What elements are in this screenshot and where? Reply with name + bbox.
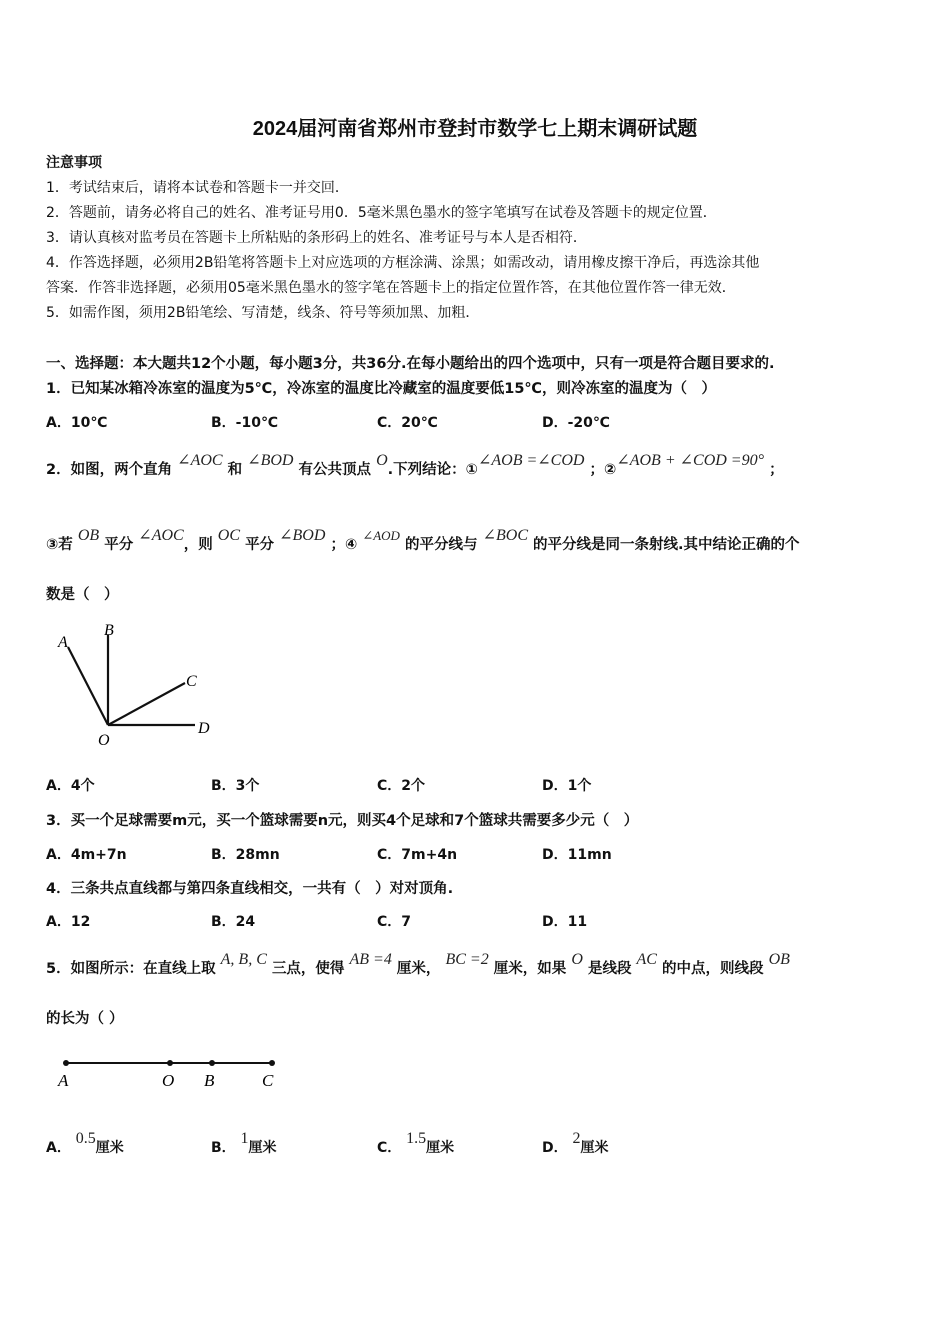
point-label-o: O bbox=[162, 1071, 175, 1090]
q2-option-a[interactable]: A．4个 bbox=[46, 778, 95, 794]
q2-text: ③若 bbox=[46, 537, 73, 553]
q2-text: ；④ bbox=[330, 537, 358, 553]
note-3: 3．请认真核对监考员在答题卡上所粘贴的条形码上的姓名、准考证号与本人是否相符． bbox=[46, 230, 587, 246]
q5-text: 厘米，如果 bbox=[493, 961, 567, 977]
q5-text: 厘米， bbox=[396, 961, 441, 977]
q5-math-o: O bbox=[571, 951, 583, 968]
point-label-b: B bbox=[204, 1071, 215, 1090]
option-unit: 厘米 bbox=[248, 1140, 277, 1156]
point-c bbox=[269, 1060, 275, 1066]
q2-math-aoc2: ∠AOC bbox=[138, 527, 184, 544]
q1-stem: 1．已知某冰箱冷冻室的温度为5℃，冷冻室的温度比冷藏室的温度要低15℃，则冷冻室的温度为（ ） bbox=[46, 381, 716, 397]
point-o bbox=[167, 1060, 173, 1066]
q2-text: 的平分线是同一条射线.其中结论正确的个 bbox=[533, 537, 800, 553]
option-label: D． bbox=[542, 1140, 568, 1156]
note-1: 1．考试结束后，请将本试卷和答题卡一并交回． bbox=[46, 180, 349, 196]
q2-math-ob: OB bbox=[77, 527, 100, 544]
option-value: 0.5 bbox=[75, 1130, 96, 1147]
q2-text: 平分 bbox=[245, 537, 275, 553]
q2-option-d[interactable]: D．1个 bbox=[542, 778, 592, 794]
q2-conclusion-1: ∠AOB =∠COD bbox=[477, 452, 585, 469]
q5-math-bc: BC =2 bbox=[445, 951, 489, 968]
point-label-c: C bbox=[186, 673, 197, 690]
option-value: 2 bbox=[572, 1130, 581, 1147]
ray-oa bbox=[68, 647, 108, 725]
q5-option-b[interactable] bbox=[211, 1130, 277, 1157]
q2-text: .下列结论：① bbox=[387, 462, 478, 478]
note-4a: 4．作答选择题，必须用2B铅笔将答题卡上对应选项的方框涂满、涂黑；如需改动，请用橡皮擦干净后，再选涂其他 bbox=[46, 255, 760, 271]
option-unit: 厘米 bbox=[95, 1140, 124, 1156]
q5-option-c[interactable] bbox=[377, 1130, 455, 1157]
q4-option-d[interactable]: D．11 bbox=[542, 914, 588, 930]
q2-text: 的平分线与 bbox=[405, 537, 478, 553]
note-5: 5．如需作图，须用2B铅笔绘、写清楚，线条、符号等须加黑、加粗． bbox=[46, 305, 480, 321]
q2-conclusion-2: ∠AOB + ∠COD =90° bbox=[616, 452, 764, 469]
point-label-c: C bbox=[262, 1071, 274, 1090]
q5-line-figure bbox=[50, 1050, 290, 1095]
option-label: A． bbox=[46, 1140, 71, 1156]
q2-text: 平分 bbox=[104, 537, 134, 553]
q1-option-b[interactable]: B．-10℃ bbox=[211, 415, 278, 431]
q4-option-a[interactable]: A．12 bbox=[46, 914, 91, 930]
page-title: 2024届河南省郑州市登封市数学七上期末调研试题 bbox=[252, 118, 698, 140]
q5-option-d[interactable] bbox=[542, 1130, 609, 1157]
option-unit: 厘米 bbox=[580, 1140, 609, 1156]
q2-option-c[interactable]: C．2个 bbox=[377, 778, 426, 794]
q4-option-b[interactable]: B．24 bbox=[211, 914, 256, 930]
point-label-a: A bbox=[58, 634, 68, 651]
q5-line1 bbox=[46, 951, 790, 978]
point-a bbox=[63, 1060, 69, 1066]
option-label: B． bbox=[211, 1140, 236, 1156]
q2-math-bod2: ∠BOD bbox=[279, 527, 326, 544]
q5-text: 5．如图所示：在直线上取 bbox=[46, 961, 216, 977]
q4-option-c[interactable]: C．7 bbox=[377, 914, 412, 930]
q5-math-ob: OB bbox=[768, 951, 790, 968]
q2-math-oc: OC bbox=[217, 527, 240, 544]
q5-text: 三点，使得 bbox=[271, 961, 345, 977]
q3-option-b[interactable]: B．28mn bbox=[211, 847, 280, 863]
q5-math-ac: AC bbox=[636, 951, 657, 968]
ray-oc bbox=[108, 683, 185, 725]
q2-math-aod: ∠AOD bbox=[362, 528, 400, 543]
option-value: 1.5 bbox=[406, 1130, 427, 1147]
option-value: 1 bbox=[240, 1130, 249, 1147]
notes-heading: 注意事项 bbox=[46, 155, 102, 171]
q4-stem: 4．三条共点直线都与第四条直线相交，一共有（ ）对对顶角. bbox=[46, 881, 454, 897]
q5-text: 是线段 bbox=[587, 961, 632, 977]
section-heading: 一、选择题：本大题共12个小题，每小题3分，共36分.在每小题给出的四个选项中，只有一项是符合题目要求的. bbox=[46, 356, 775, 372]
point-label-o: O bbox=[98, 732, 110, 749]
q2-line3: 数是（ ） bbox=[46, 587, 119, 603]
q2-text: 2．如图，两个直角 bbox=[46, 462, 173, 478]
point-label-b: B bbox=[104, 622, 114, 639]
q2-math-bod: ∠BOD bbox=[247, 452, 294, 469]
q3-option-a[interactable]: A．4m+7n bbox=[46, 847, 127, 863]
q1-option-d[interactable]: D．-20℃ bbox=[542, 415, 610, 431]
q5-text: 的中点，则线段 bbox=[662, 961, 764, 977]
q2-line1 bbox=[46, 452, 784, 479]
q3-stem: 3．买一个足球需要m元，买一个篮球需要n元，则买4个足球和7个篮球共需要多少元（ ） bbox=[46, 813, 639, 829]
q2-option-b[interactable]: B．3个 bbox=[211, 778, 260, 794]
q1-option-c[interactable]: C．20℃ bbox=[377, 415, 438, 431]
option-label: C． bbox=[377, 1140, 402, 1156]
q2-line2 bbox=[46, 527, 800, 554]
note-2: 2．答题前，请务必将自己的姓名、准考证号用0．5毫米黑色墨水的签字笔填写在试卷及答题卡的规定位置． bbox=[46, 205, 717, 221]
point-label-a: A bbox=[58, 1071, 69, 1090]
q5-line2: 的长为（ ） bbox=[46, 1011, 124, 1027]
point-b bbox=[209, 1060, 215, 1066]
q2-text: 有公共顶点 bbox=[298, 462, 372, 478]
point-label-d: D bbox=[198, 720, 210, 737]
q3-option-d[interactable]: D．11mn bbox=[542, 847, 612, 863]
q2-text: ；② bbox=[589, 462, 617, 478]
q5-math-points: A, B, C bbox=[220, 951, 267, 968]
q2-math-o: O bbox=[376, 452, 388, 469]
note-4b: 答案．作答非选择题，必须用05毫米黑色墨水的签字笔在答题卡上的指定位置作答，在其他位置作答一律无效． bbox=[46, 280, 736, 296]
q3-option-c[interactable]: C．7m+4n bbox=[377, 847, 458, 863]
q5-option-a[interactable] bbox=[46, 1130, 124, 1157]
q2-text: 和 bbox=[227, 462, 243, 478]
q5-math-ab: AB =4 bbox=[349, 951, 392, 968]
q2-text: ，则 bbox=[183, 537, 213, 553]
q2-angle-figure bbox=[50, 615, 230, 750]
q2-text: ； bbox=[769, 462, 784, 478]
option-unit: 厘米 bbox=[426, 1140, 455, 1156]
q2-math-boc: ∠BOC bbox=[482, 527, 528, 544]
q1-option-a[interactable]: A．10℃ bbox=[46, 415, 108, 431]
q2-math-aoc: ∠AOC bbox=[177, 452, 223, 469]
